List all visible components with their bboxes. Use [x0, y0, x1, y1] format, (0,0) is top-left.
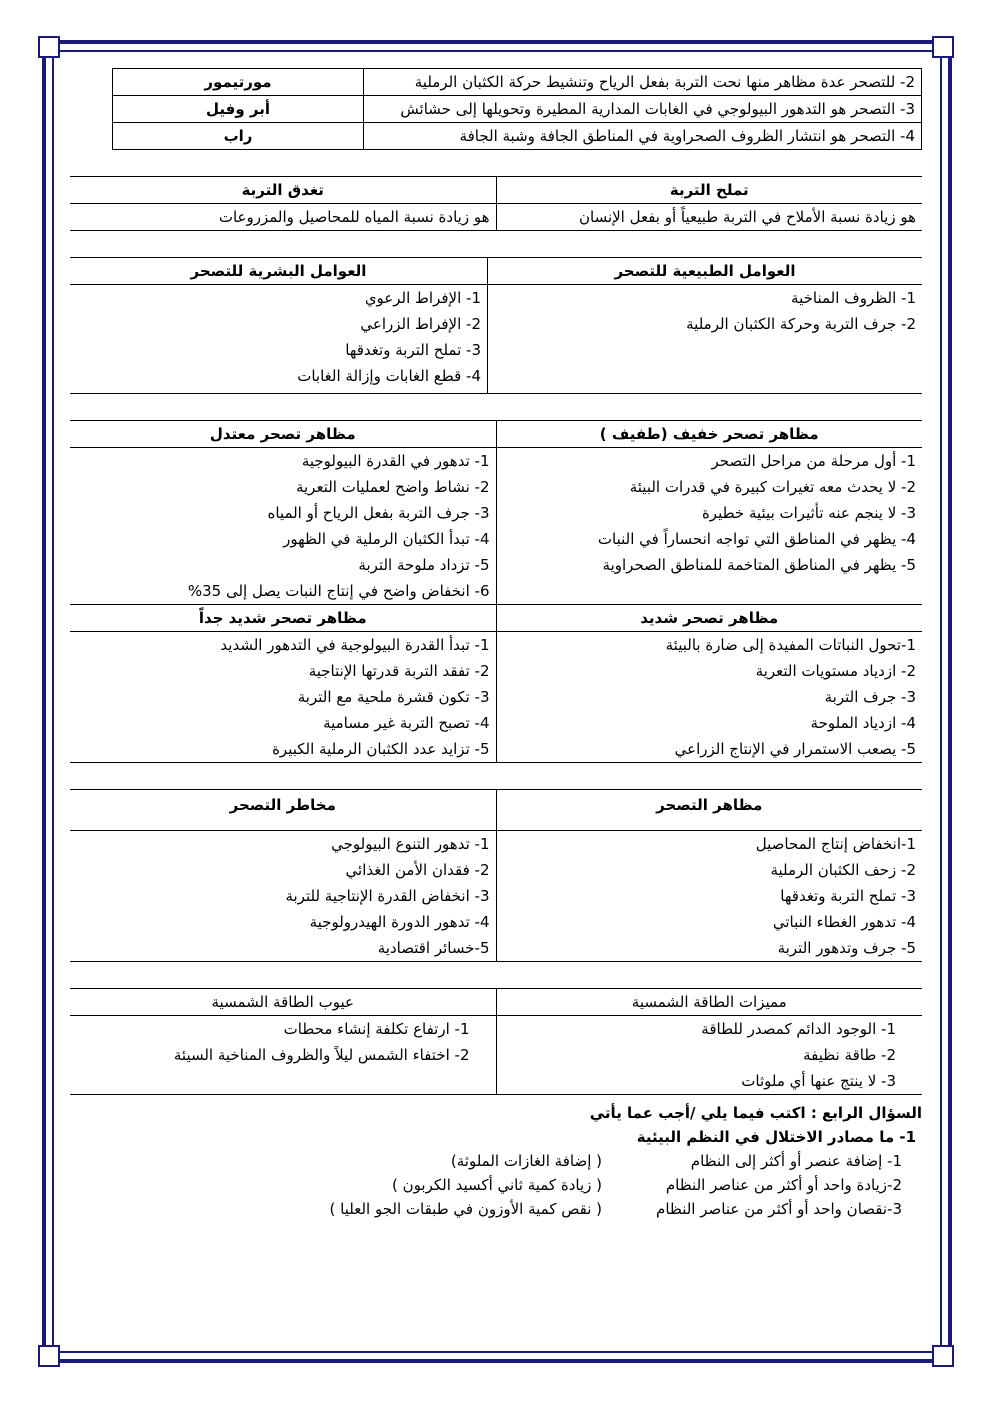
- human-factors-title: العوامل البشرية للتصحر: [70, 258, 487, 285]
- question-title: السؤال الرابع : اكتب فيما يلي /أجب عما يأتي: [589, 1104, 922, 1122]
- list-item: 4- تدهور الدورة الهيدرولوجية: [309, 913, 490, 931]
- table-row: [70, 177, 922, 204]
- list-item: 3- تملح التربة وتغدقها: [780, 887, 916, 905]
- list-item: 4- يظهر في المناطق التي تواجه انحساراً في النبات: [597, 530, 916, 548]
- solar-table: [70, 988, 922, 1095]
- list-item: 2- فقدان الأمن الغذائي: [345, 861, 490, 879]
- definitions-table: [112, 68, 922, 150]
- solar-pros-list: [496, 1016, 922, 1095]
- human-factors-list: [70, 285, 487, 394]
- definition-author: راب: [113, 123, 364, 150]
- table-row: [70, 258, 922, 285]
- list-item: 4- تبدأ الكثبان الرملية في الظهور: [283, 530, 490, 548]
- severe-aspects-title: مظاهر تصحر شديد: [496, 605, 922, 632]
- definition-text: 4- التصحر هو انتشار الظروف الصحراوية في المناطق الجافة وشبة الجافة: [364, 123, 922, 150]
- table-row: [113, 96, 922, 123]
- list-item: 2- تفقد التربة قدرتها الإنتاجية: [308, 662, 490, 680]
- list-item: 4- تصبح التربة غير مسامية: [323, 714, 490, 732]
- very-severe-aspects-list: [70, 632, 496, 763]
- list-item: 2- نشاط واضح لعمليات التعرية: [295, 478, 490, 496]
- solar-cons-title: عيوب الطاقة الشمسية: [70, 989, 496, 1016]
- list-item: 6- انخفاض واضح في إنتاج النبات يصل إلى 35%: [187, 582, 490, 600]
- list-item: 1- الظروف المناخية: [791, 289, 916, 307]
- list-item: 1- تدهور في القدرة البيولوجية: [301, 452, 490, 470]
- table-row: [70, 790, 922, 831]
- list-item: 2- لا يحدث معه تغيرات كبيرة في قدرات البيئة: [629, 478, 916, 496]
- corner-ornament: [38, 36, 60, 58]
- list-item: 3- لا ينجم عنه تأثيرات بيئية خطيرة: [701, 504, 916, 522]
- definition-author: مورتيمور: [113, 69, 364, 96]
- very-severe-aspects-title: مظاهر تصحر شديد جداً: [70, 605, 496, 632]
- table-row: [113, 123, 922, 150]
- definition-text: 3- التصحر هو التدهور البيولوجي في الغابات المدارية المطيرة وتحويلها إلى حشائش: [364, 96, 922, 123]
- list-item: 3- جرف التربة بفعل الرياح أو المياه: [267, 504, 490, 522]
- item-text: 1- إضافة عنصر أو أكثر إلى النظام: [690, 1152, 902, 1170]
- table-row: [70, 632, 922, 763]
- question-subtitle: 1- ما مصادر الاختلال في النظم البيئية: [636, 1128, 916, 1146]
- list-item: 5- يظهر في المناطق المتاخمة للمناطق الصحراوية: [602, 556, 916, 574]
- list-item: 1- الوجود الدائم كمصدر للطاقة: [701, 1020, 896, 1038]
- list-item: 3- انخفاض القدرة الإنتاجية للتربة: [285, 887, 490, 905]
- list-item: [70, 1197, 922, 1221]
- solar-cons-list: [70, 1016, 496, 1095]
- list-item: 4- قطع الغابات وإزالة الغابات: [297, 367, 481, 385]
- light-aspects-title: مظاهر تصحر خفيف (طفيف ): [496, 421, 922, 448]
- flooding-title: تغدق التربة: [70, 177, 496, 204]
- soil-table: [70, 176, 922, 231]
- list-item: 2- جرف التربة وحركة الكثبان الرملية: [686, 315, 916, 333]
- list-item: 1- تبدأ القدرة البيولوجية في التدهور الشديد: [220, 636, 490, 654]
- item-text: 2-زيادة واحد أو أكثر من عناصر النظام: [665, 1176, 902, 1194]
- list-item: 1-تحول النباتات المفيدة إلى ضارة بالبيئة: [665, 636, 916, 654]
- aspects-table: [70, 420, 922, 763]
- corner-ornament: [932, 1345, 954, 1367]
- list-item: 1- تدهور التنوع البيولوجي: [331, 835, 490, 853]
- item-example: ( زيادة كمية ثاني أكسيد الكربون ): [392, 1176, 602, 1194]
- list-item: 5-خسائر اقتصادية: [377, 939, 490, 957]
- natural-factors-list: [487, 285, 922, 394]
- list-item: 3- تملح التربة وتغدقها: [345, 341, 481, 359]
- list-item: 5- يصعب الاستمرار في الإنتاج الزراعي: [674, 740, 916, 758]
- factors-table: [70, 257, 922, 394]
- table-row: [70, 831, 922, 962]
- list-item: [70, 1149, 922, 1173]
- list-item: 5- جرف وتدهور التربة: [777, 939, 916, 957]
- flooding-text: هو زيادة نسبة المياه للمحاصيل والمزروعات: [70, 204, 496, 231]
- document-content: [70, 68, 922, 1221]
- severe-aspects-list: [496, 632, 922, 763]
- moderate-aspects-list: [70, 448, 496, 605]
- natural-factors-title: العوامل الطبيعية للتصحر: [487, 258, 922, 285]
- table-row: [70, 605, 922, 632]
- light-aspects-list: [496, 448, 922, 605]
- list-item: 3- لا ينتج عنها أي ملوثات: [741, 1072, 896, 1090]
- table-row: [70, 285, 922, 394]
- desertification-aspects-list: [496, 831, 922, 962]
- desertification-risks-title: مخاطر التصحر: [70, 790, 496, 831]
- question-four: [70, 1101, 922, 1221]
- list-item: 1-انخفاض إنتاج المحاصيل: [755, 835, 916, 853]
- list-item: 3- جرف التربة: [824, 688, 916, 706]
- list-item: 5- تزايد عدد الكثبان الرملية الكبيرة: [272, 740, 490, 758]
- table-row: [70, 204, 922, 231]
- list-item: 2- طاقة نظيفة: [803, 1046, 896, 1064]
- list-item: 2- زحف الكثبان الرملية: [770, 861, 916, 879]
- table-row: [70, 421, 922, 448]
- list-item: 5- تزداد ملوحة التربة: [358, 556, 490, 574]
- moderate-aspects-title: مظاهر تصحر معتدل: [70, 421, 496, 448]
- corner-ornament: [38, 1345, 60, 1367]
- desertification-aspects-title: مظاهر التصحر: [496, 790, 922, 831]
- list-item: 4- ازدياد الملوحة: [810, 714, 916, 732]
- list-item: 1- أول مرحلة من مراحل التصحر: [711, 452, 916, 470]
- list-item: 1- الإفراط الرعوي: [364, 289, 481, 307]
- salinity-text: هو زيادة نسبة الأملاح في التربة طبيعياً أو بفعل الإنسان: [496, 204, 922, 231]
- desertification-table: [70, 789, 922, 962]
- salinity-title: تملح التربة: [496, 177, 922, 204]
- table-row: [113, 69, 922, 96]
- list-item: 3- تكون قشرة ملحية مع التربة: [297, 688, 490, 706]
- table-row: [70, 989, 922, 1016]
- list-item: 4- تدهور الغطاء النباتي: [772, 913, 916, 931]
- list-item: [70, 1173, 922, 1197]
- list-item: 2- اختفاء الشمس ليلاً والظروف المناخية السيئة: [173, 1046, 470, 1064]
- item-example: ( نقص كمية الأوزون في طبقات الجو العليا ): [329, 1200, 602, 1218]
- list-item: 2- الإفراط الزراعي: [360, 315, 481, 333]
- solar-pros-title: مميزات الطاقة الشمسية: [496, 989, 922, 1016]
- item-example: ( إضافة الغازات الملوثة): [450, 1152, 602, 1170]
- item-text: 3-نقصان واحد أو أكثر من عناصر النظام: [656, 1200, 902, 1218]
- desertification-risks-list: [70, 831, 496, 962]
- corner-ornament: [932, 36, 954, 58]
- table-row: [70, 448, 922, 605]
- definition-text: 2- للتصحر عدة مظاهر منها نحت التربة بفعل الرياح وتنشيط حركة الكثبان الرملية: [364, 69, 922, 96]
- list-item: 1- ارتفاع تكلفة إنشاء محطات: [283, 1020, 470, 1038]
- definition-author: أبر وفيل: [113, 96, 364, 123]
- table-row: [70, 1016, 922, 1095]
- list-item: 2- ازدياد مستويات التعرية: [755, 662, 916, 680]
